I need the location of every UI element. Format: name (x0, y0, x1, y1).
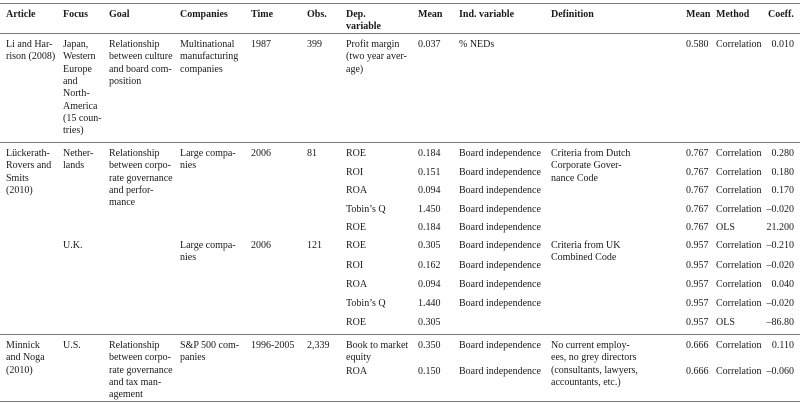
cell-focus: America (63, 100, 98, 112)
cell-definition: nance Code (551, 172, 598, 184)
cell-goal: Relationship (109, 39, 160, 50)
cell-ind-variable: Board independence (459, 148, 541, 159)
cell-goal: and tax man- (109, 376, 162, 388)
cell-goal: rate governance (109, 172, 173, 184)
cell-goal: agement (109, 389, 143, 401)
header-mean-dep: Mean (418, 9, 443, 20)
cell-method: OLS (716, 317, 735, 328)
cell-goal: and perfor- (109, 184, 154, 196)
cell-ind-variable: Board independence (459, 167, 541, 178)
cell-coeff: –0.020 (766, 298, 794, 309)
cell-focus: Europe (63, 63, 92, 75)
cell-mean-ind: 0.767 (686, 204, 709, 215)
cell-mean-dep: 0.184 (418, 222, 441, 233)
cell-coeff: 0.010 (771, 39, 794, 50)
cell-focus: tries) (63, 125, 84, 137)
cell-definition: accountants, etc.) (551, 376, 621, 388)
cell-focus: Nether- (63, 148, 94, 159)
cell-mean-dep: 0.150 (418, 366, 441, 377)
cell-dep-variable: ROA (346, 185, 368, 196)
cell-focus: and (63, 75, 78, 87)
cell-article: Rovers and (6, 160, 52, 172)
cell-dep-variable: (two year aver- (346, 51, 407, 63)
cell-definition: (consultants, lawyers, (551, 364, 638, 376)
cell-dep-variable: equity (346, 352, 371, 364)
header-time: Time (251, 9, 274, 20)
cell-mean-ind: 0.666 (686, 340, 709, 351)
cell-mean-dep: 0.094 (418, 279, 441, 290)
cell-mean-dep: 0.151 (418, 167, 441, 178)
cell-coeff: –0.060 (766, 366, 794, 377)
header-ind-variable: Ind. variable (459, 9, 515, 20)
cell-ind-variable: Board independence (459, 240, 541, 251)
cell-coeff: 21.200 (766, 222, 794, 233)
cell-focus: U.K. (63, 240, 83, 251)
cell-dep-variable: ROE (346, 240, 366, 251)
cell-coeff: 0.170 (771, 185, 794, 196)
cell-goal: position (109, 75, 142, 87)
cell-goal: rate governance (109, 364, 173, 376)
cell-companies: S&P 500 com- (180, 340, 240, 351)
table-rule (0, 334, 800, 335)
header-definition: Definition (551, 9, 594, 20)
header-method: Method (716, 9, 750, 20)
cell-companies: Large compa- (180, 148, 236, 159)
cell-companies: panies (180, 352, 206, 364)
cell-companies: nies (180, 160, 197, 172)
header-obs: Obs. (307, 9, 327, 20)
header-dep-variable: Dep. (346, 9, 366, 20)
cell-time: 1987 (251, 39, 271, 50)
header-article: Article (6, 9, 36, 20)
cell-dep-variable: ROE (346, 222, 366, 233)
cell-focus: Japan, (63, 39, 89, 50)
header-dep-variable: variable (346, 21, 381, 33)
cell-focus: lands (63, 160, 85, 172)
cell-dep-variable: ROA (346, 366, 368, 377)
cell-dep-variable: ROI (346, 167, 364, 178)
cell-definition: Criteria from Dutch (551, 148, 631, 159)
cell-goal: between corpo- (109, 352, 171, 364)
cell-mean-ind: 0.767 (686, 185, 709, 196)
cell-companies: Large compa- (180, 240, 236, 251)
cell-goal: Relationship (109, 148, 160, 159)
cell-dep-variable: ROA (346, 279, 368, 290)
cell-definition: Corporate Gover- (551, 160, 622, 172)
cell-article: Smits (6, 172, 29, 184)
cell-mean-ind: 0.957 (686, 317, 709, 328)
cell-mean-dep: 0.037 (418, 39, 441, 50)
cell-dep-variable: age) (346, 63, 364, 75)
cell-method: Correlation (716, 167, 762, 178)
cell-coeff: 0.280 (771, 148, 794, 159)
cell-dep-variable: Book to market (346, 340, 409, 351)
header-focus: Focus (63, 9, 88, 20)
cell-companies: manufacturing (180, 51, 239, 63)
cell-ind-variable: % NEDs (459, 39, 495, 50)
cell-definition: Criteria from UK (551, 240, 621, 251)
header-goal: Goal (109, 9, 130, 20)
cell-article: (2010) (6, 184, 33, 196)
cell-obs: 81 (307, 148, 317, 159)
cell-mean-ind: 0.957 (686, 240, 709, 251)
cell-goal: and board com- (109, 63, 172, 75)
cell-dep-variable: Tobin’s Q (346, 204, 386, 215)
cell-mean-ind: 0.666 (686, 366, 709, 377)
cell-mean-ind: 0.957 (686, 298, 709, 309)
cell-goal: between corpo- (109, 160, 171, 172)
cell-companies: companies (180, 63, 223, 75)
cell-mean-dep: 0.305 (418, 317, 441, 328)
cell-mean-dep: 1.440 (418, 298, 441, 309)
cell-mean-dep: 0.305 (418, 240, 441, 251)
cell-definition: Combined Code (551, 252, 617, 264)
cell-coeff: 0.110 (771, 340, 794, 351)
cell-method: Correlation (716, 279, 762, 290)
cell-time: 1996-2005 (251, 340, 295, 351)
cell-ind-variable: Board independence (459, 260, 541, 271)
cell-mean-dep: 0.094 (418, 185, 441, 196)
cell-mean-dep: 0.184 (418, 148, 441, 159)
cell-article: and Noga (6, 352, 45, 364)
cell-time: 2006 (251, 240, 271, 251)
cell-time: 2006 (251, 148, 271, 159)
cell-ind-variable: Board independence (459, 279, 541, 290)
cell-focus: Western (63, 51, 96, 63)
cell-method: Correlation (716, 260, 762, 271)
cell-coeff: 0.180 (771, 167, 794, 178)
cell-mean-ind: 0.767 (686, 222, 709, 233)
cell-dep-variable: Profit margin (346, 39, 400, 50)
cell-goal: Relationship (109, 340, 160, 351)
cell-obs: 121 (307, 240, 322, 251)
cell-definition: ees, no grey directors (551, 352, 637, 364)
cell-companies: Multinational (180, 39, 235, 50)
cell-coeff: 0.040 (771, 279, 794, 290)
cell-mean-ind: 0.767 (686, 167, 709, 178)
cell-method: OLS (716, 222, 735, 233)
cell-focus: North- (63, 88, 90, 100)
cell-ind-variable: Board independence (459, 366, 541, 377)
cell-method: Correlation (716, 148, 762, 159)
cell-coeff: –86.80 (766, 317, 794, 328)
cell-ind-variable: Board independence (459, 204, 541, 215)
cell-method: Correlation (716, 39, 762, 50)
cell-focus: U.S. (63, 340, 81, 351)
cell-method: Correlation (716, 204, 762, 215)
cell-method: Correlation (716, 340, 762, 351)
cell-method: Correlation (716, 366, 762, 377)
table-rule (0, 142, 800, 143)
cell-obs: 2,339 (307, 340, 330, 351)
cell-article: Li and Har- (6, 39, 53, 50)
cell-method: Correlation (716, 185, 762, 196)
cell-definition: No current employ- (551, 340, 630, 351)
header-companies: Companies (180, 9, 228, 20)
cell-dep-variable: Tobin’s Q (346, 298, 386, 309)
cell-article: Minnick (6, 340, 40, 351)
cell-mean-ind: 0.767 (686, 148, 709, 159)
cell-dep-variable: ROE (346, 148, 366, 159)
cell-ind-variable: Board independence (459, 185, 541, 196)
table-rule (0, 3, 800, 4)
cell-coeff: –0.020 (766, 260, 794, 271)
cell-method: Correlation (716, 240, 762, 251)
cell-ind-variable: Board independence (459, 222, 541, 233)
cell-mean-dep: 0.350 (418, 340, 441, 351)
cell-mean-dep: 0.162 (418, 260, 441, 271)
cell-method: Correlation (716, 298, 762, 309)
header-coeff: Coeff. (768, 9, 794, 20)
cell-dep-variable: ROI (346, 260, 364, 271)
cell-companies: nies (180, 252, 197, 264)
cell-mean-ind: 0.957 (686, 260, 709, 271)
cell-coeff: –0.020 (766, 204, 794, 215)
table-rule (0, 33, 800, 34)
cell-obs: 399 (307, 39, 322, 50)
cell-goal: mance (109, 197, 136, 209)
cell-ind-variable: Board independence (459, 298, 541, 309)
header-mean-ind: Mean (686, 9, 711, 20)
cell-mean-dep: 1.450 (418, 204, 441, 215)
cell-article: rison (2008) (6, 51, 56, 63)
cell-goal: between culture (109, 51, 173, 63)
cell-focus: (15 coun- (63, 112, 102, 124)
cell-article: Lückerath- (6, 148, 50, 159)
cell-article: (2010) (6, 364, 33, 376)
cell-coeff: –0.210 (766, 240, 794, 251)
cell-mean-ind: 0.580 (686, 39, 709, 50)
cell-dep-variable: ROE (346, 317, 366, 328)
cell-ind-variable: Board independence (459, 340, 541, 351)
cell-mean-ind: 0.957 (686, 279, 709, 290)
